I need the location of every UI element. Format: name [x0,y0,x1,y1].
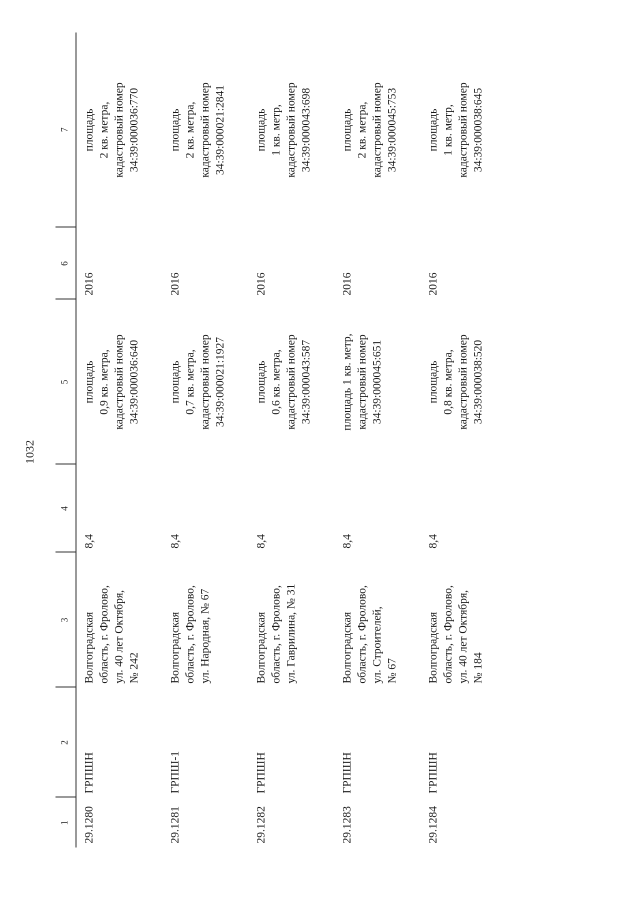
object-area-line: кадастровый номер [284,334,297,430]
value: 8,4 [169,534,181,549]
object-area-line: 34:39:000038:520 [471,339,484,425]
row-number: 29.1281 [169,806,181,844]
land-area [162,33,248,228]
land-area-line: 34:39:000038:645 [471,87,484,173]
value: 8,4 [341,534,353,549]
address-line: № 67 [385,658,398,684]
object-area-line: 0,6 кв. метра, [269,349,282,415]
land-area [420,33,506,228]
row-number: 29.1282 [255,806,267,844]
address-line: Волгоградская [427,611,439,684]
object-area [162,300,248,465]
address-line: Волгоградская [169,611,181,684]
row-number: 29.1284 [427,806,439,844]
address [420,553,506,688]
address-line: область, г. Фролово, [269,585,282,684]
object-area-line: площадь [255,360,267,404]
column-number-row [55,33,76,848]
land-area-line: кадастровый номер [198,82,211,178]
land-area-line: 34:39:000021:2841 [213,84,226,176]
column-number: 4 [55,465,76,553]
object-area-line: 34:39:000036:640 [127,339,140,425]
rotated-page [55,33,585,848]
address [334,553,420,688]
land-area-line: кадастровый номер [112,82,125,178]
object-area-line: 0,8 кв. метра, [441,349,454,415]
address-line: ул. 40 лет Октября, [456,589,469,684]
address-line: Волгоградская [341,611,353,684]
address-line: область, г. Фролово, [355,585,368,684]
land-area-line: кадастровый номер [370,82,383,178]
year: 2016 [255,272,267,296]
table-row [248,33,334,848]
object-area-line: 0,7 кв. метра, [183,349,196,415]
object-area-line: площадь [427,360,439,404]
year: 2016 [169,272,181,296]
address-line: № 184 [471,652,484,684]
land-area-line: площадь [427,108,439,152]
address-line: область, г. Фролово, [97,585,110,684]
object-type: ГРПШН [255,752,267,794]
object-area-line: кадастровый номер [456,334,469,430]
column-number: 6 [55,228,76,300]
land-area [248,33,334,228]
table-row [334,33,420,848]
registry-table [55,33,506,848]
land-area-line: 1 кв. метр, [441,104,454,156]
land-area-line: 2 кв. метра, [355,101,368,159]
land-area [334,33,420,228]
column-number: 2 [55,688,76,798]
object-area-line: 0,9 кв. метра, [97,349,110,415]
table-row [76,33,163,848]
address [76,553,163,688]
year: 2016 [83,272,95,296]
value: 8,4 [427,534,439,549]
land-area-line: площадь [83,108,95,152]
address-line: Волгоградская [83,611,95,684]
table-row [162,33,248,848]
land-area-line: 34:39:000045:753 [385,87,398,173]
object-type: ГРПШН [83,752,95,794]
object-area-line: кадастровый номер [355,334,368,430]
object-area [420,300,506,465]
object-area-line: 34:39:000045:651 [370,339,383,425]
value: 8,4 [83,534,95,549]
object-area [248,300,334,465]
object-type: ГРПШ-1 [169,750,181,794]
address-line: ул. Гаврилина, № 31 [284,583,297,684]
table-row [420,33,506,848]
page-number: 1032 [22,440,37,464]
address-line: Волгоградская [255,611,267,684]
land-area [76,33,163,228]
column-number: 5 [55,300,76,465]
address-line: ул. Народная, № 67 [198,588,211,684]
land-area-line: 34:39:000036:770 [127,87,140,173]
address-line: ул. 40 лет Октября, [112,589,125,684]
land-area-line: 34:39:000043:698 [299,87,312,173]
object-area-line: площадь 1 кв. метр, [341,333,353,431]
land-area-line: 2 кв. метра, [97,101,110,159]
object-area-line: кадастровый номер [198,334,211,430]
address-line: область, г. Фролово, [183,585,196,684]
object-area [76,300,163,465]
land-area-line: площадь [255,108,267,152]
object-area-line: 34:39:000021:1927 [213,336,226,428]
address-line: № 242 [127,652,140,684]
object-area-line: кадастровый номер [112,334,125,430]
row-number: 29.1283 [341,806,353,844]
value: 8,4 [255,534,267,549]
row-number: 29.1280 [83,806,95,844]
object-area [334,300,420,465]
land-area-line: 2 кв. метра, [183,101,196,159]
column-number: 7 [55,33,76,228]
object-area-line: площадь [83,360,95,404]
column-number: 1 [55,798,76,848]
address [248,553,334,688]
table-body [76,33,507,848]
year: 2016 [427,272,439,296]
object-type: ГРПШН [427,752,439,794]
year: 2016 [341,272,353,296]
address-line: область, г. Фролово, [441,585,454,684]
land-area-line: кадастровый номер [456,82,469,178]
address [162,553,248,688]
column-number: 3 [55,553,76,688]
address-line: ул. Строителей, [370,606,383,684]
land-area-line: площадь [169,108,181,152]
object-type: ГРПШН [341,752,353,794]
land-area-line: 1 кв. метр, [269,104,282,156]
object-area-line: площадь [169,360,181,404]
land-area-line: площадь [341,108,353,152]
land-area-line: кадастровый номер [284,82,297,178]
object-area-line: 34:39:000043:587 [299,339,312,425]
